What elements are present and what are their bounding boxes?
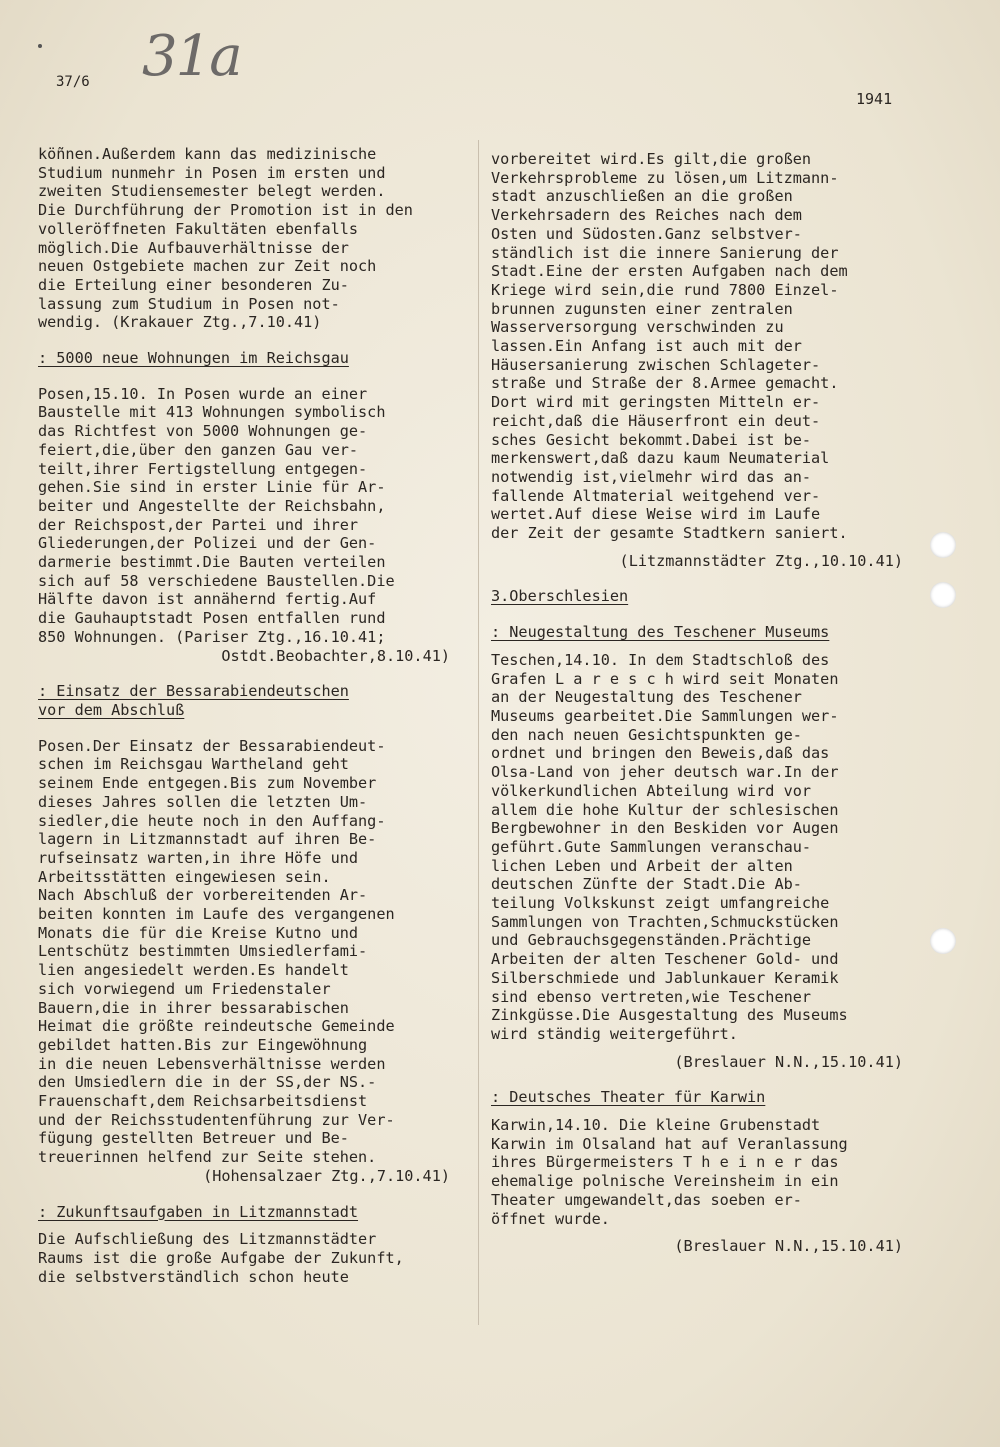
section-title: 3.Oberschlesien bbox=[491, 587, 629, 606]
article-theater-body bbox=[491, 1116, 903, 1256]
text-line: Posen.Der Einsatz der Bessarabiendeut- bbox=[38, 736, 386, 755]
text-line: möglich.Die Aufbauverhältnisse der bbox=[38, 238, 349, 257]
text-line: lassen.Ein Anfang ist auch mit der bbox=[491, 337, 802, 356]
text-line: die Erteilung einer besonderen Zu- bbox=[38, 275, 349, 294]
source-citation: (Litzmannstädter Ztg.,10.10.41) bbox=[619, 551, 903, 570]
text-line: Hälfte davon ist annähernd fertig.Auf bbox=[38, 590, 377, 609]
text-line: wird ständig weitergeführt. bbox=[491, 1024, 738, 1043]
text-line: ihres Bürgermeisters T h e i n e r das bbox=[491, 1153, 839, 1172]
text-line: Monats die für die Kreise Kutno und bbox=[38, 923, 359, 942]
text-line: Kriege wird sein,die rund 7800 Einzel- bbox=[491, 280, 839, 299]
source-citation: Ostdt.Beobachter,8.10.41) bbox=[221, 646, 450, 665]
text-line: fügung gestellten Betreuer und Be- bbox=[38, 1129, 349, 1148]
text-line: Raums ist die große Aufgabe der Zukunft, bbox=[38, 1248, 404, 1267]
text-line: merkenswert,daß dazu kaum Neumaterial bbox=[491, 449, 830, 468]
text-line: schen im Reichsgau Wartheland geht bbox=[38, 755, 349, 774]
text-line: ständlich ist die innere Sanierung der bbox=[491, 243, 839, 262]
left-column bbox=[38, 145, 450, 1286]
text-line: Silberschmiede und Jablunkauer Keramik bbox=[491, 968, 839, 987]
text-line: köñnen.Außerdem kann das medizinische bbox=[38, 145, 377, 163]
article-heading-museum: : Neugestaltung des Teschener Museums bbox=[491, 623, 830, 642]
text-line: die Gauhauptstadt Posen entfallen rund bbox=[38, 609, 386, 628]
text-line: Arbeitsstätten eingewiesen sein. bbox=[38, 867, 331, 886]
text-line: Baustelle mit 413 Wohnungen symbolisch bbox=[38, 403, 386, 422]
text-line: der Zeit der gesamte Stadtkern saniert. bbox=[491, 524, 848, 543]
text-line: geführt.Gute Sammlungen veranschau- bbox=[491, 837, 812, 856]
text-line: ehemalige polnische Vereinsheim in ein bbox=[491, 1172, 839, 1191]
text-line: Grafen L a r e s c h wird seit Monaten bbox=[491, 669, 839, 688]
text-line: sind ebenso vertreten,wie Teschener bbox=[491, 987, 812, 1006]
article-wohnungen-body bbox=[38, 385, 450, 666]
text-line: beiter und Angestellte der Reichsbahn, bbox=[38, 496, 386, 515]
right-intro-block bbox=[491, 150, 903, 570]
text-line: darmerie bestimmt.Die Bauten verteilen bbox=[38, 553, 386, 572]
text-line: Bauern,die in ihrer bessarabischen bbox=[38, 998, 349, 1017]
text-line: Karwin im Olsaland hat auf Veranlassung bbox=[491, 1134, 848, 1153]
text-line: lagern in Litzmannstadt auf ihren Be- bbox=[38, 830, 377, 849]
text-line: Lentschütz bestimmten Umsiedlerfami- bbox=[38, 942, 368, 961]
source-citation: (Breslauer N.N.,15.10.41) bbox=[674, 1237, 903, 1256]
text-line: Die Aufschließung des Litzmannstädter bbox=[38, 1230, 377, 1249]
text-line: gehen.Sie sind in erster Linie für Ar- bbox=[38, 478, 386, 497]
text-line: und der Reichsstudentenführung zur Ver- bbox=[38, 1110, 395, 1129]
article-heading-wohnungen: : 5000 neue Wohnungen im Reichsgau bbox=[38, 349, 349, 368]
text-line: ordnet und bringen den Beweis,daß das bbox=[491, 744, 830, 763]
text-line: sich vorwiegend um Friedenstaler bbox=[38, 979, 331, 998]
text-line: Frauenschaft,dem Reichsarbeitsdienst bbox=[38, 1092, 368, 1111]
left-intro-block bbox=[38, 145, 450, 332]
text-line: Zinkgüsse.Die Ausgestaltung des Museums bbox=[491, 1006, 848, 1025]
text-line: wertet.Auf diese Weise wird im Laufe bbox=[491, 505, 821, 524]
text-line: beiten konnten im Laufe des vergangenen bbox=[38, 905, 395, 924]
text-line: das Richtfest von 5000 Wohnungen ge- bbox=[38, 422, 368, 441]
text-line: an der Neugestaltung des Teschener bbox=[491, 688, 802, 707]
text-line: Heimat die größte reindeutsche Gemeinde bbox=[38, 1017, 395, 1036]
handwritten-annotation: 31a bbox=[142, 24, 241, 89]
text-line: Stadt.Eine der ersten Aufgaben nach dem bbox=[491, 262, 848, 281]
text-line: teilung Volkskunst zeigt umfangreiche bbox=[491, 894, 830, 913]
text-line: volleröffneten Fakultäten ebenfalls bbox=[38, 219, 359, 238]
text-line: Verkehrsprobleme zu lösen,um Litzmann- bbox=[491, 168, 839, 187]
text-line: in die neuen Lebensverhältnisse werden bbox=[38, 1054, 386, 1073]
text-line: Olsa-Land von jeher deutsch war.In der bbox=[491, 763, 839, 782]
text-line: Sammlungen von Trachten,Schmuckstücken bbox=[491, 912, 839, 931]
article-museum-body bbox=[491, 651, 903, 1071]
text-line: stadt anzuschließen an die großen bbox=[491, 187, 793, 206]
text-line: die selbstverständlich schon heute bbox=[38, 1267, 349, 1286]
text-line: fallende Altmaterial weitgehend ver- bbox=[491, 486, 821, 505]
text-line: Häusersanierung zwischen Schlageter- bbox=[491, 355, 821, 374]
article-heading-bessarabien-2: vor dem Abschluß bbox=[38, 700, 185, 719]
text-line: vorbereitet wird.Es gilt,die großen bbox=[491, 150, 812, 168]
article-heading-theater: : Deutsches Theater für Karwin bbox=[491, 1088, 766, 1107]
text-line: Teschen,14.10. In dem Stadtschloß des bbox=[491, 650, 830, 669]
text-line: und Gebrauchsgegenständen.Prächtige bbox=[491, 931, 812, 950]
source-citation: (Breslauer N.N.,15.10.41) bbox=[674, 1052, 903, 1071]
text-line: Gliederungen,der Polizei und der Gen- bbox=[38, 534, 377, 553]
text-line: der Reichspost,der Partei und ihrer bbox=[38, 515, 359, 534]
text-line: zweiten Studiensemester belegt werden. bbox=[38, 182, 386, 201]
text-line: Arbeiten der alten Teschener Gold- und bbox=[491, 950, 839, 969]
text-line: völkerkundlichen Abteilung wird vor bbox=[491, 781, 812, 800]
text-line: brunnen zugunsten einer zentralen bbox=[491, 299, 793, 318]
column-divider bbox=[478, 140, 479, 1325]
text-line: Posen,15.10. In Posen wurde an einer bbox=[38, 384, 368, 403]
text-line: allem die hohe Kultur der schlesischen bbox=[491, 800, 839, 819]
ink-dot bbox=[38, 44, 42, 48]
article-heading-zukunft: : Zukunftsaufgaben in Litzmannstadt bbox=[38, 1202, 359, 1221]
text-line: neuen Ostgebiete machen zur Zeit noch bbox=[38, 257, 377, 276]
text-line: wendig. (Krakauer Ztg.,7.10.41) bbox=[38, 313, 322, 332]
text-line: rufseinsatz warten,in ihre Höfe und bbox=[38, 848, 359, 867]
punch-hole bbox=[930, 532, 956, 558]
text-line: deutschen Zünfte der Stadt.Die Ab- bbox=[491, 875, 802, 894]
text-line: lassung zum Studium in Posen not- bbox=[38, 294, 340, 313]
text-line: den nach neuen Gesichtspunkten ge- bbox=[491, 725, 802, 744]
text-line: teilt,ihrer Fertigstellung entgegen- bbox=[38, 459, 368, 478]
text-line: den Umsiedlern die in der SS,der NS.- bbox=[38, 1073, 377, 1092]
text-line: gebildet hatten.Bis zur Eingewöhnung bbox=[38, 1035, 368, 1054]
right-column bbox=[491, 150, 903, 1256]
text-line: treuerinnen helfend zur Seite stehen. bbox=[38, 1148, 377, 1167]
text-line: seinem Ende entgegen.Bis zum November bbox=[38, 774, 377, 793]
text-line: Die Durchführung der Promotion ist in den bbox=[38, 201, 413, 220]
text-line: straße und Straße der 8.Armee gemacht. bbox=[491, 374, 839, 393]
text-line: Nach Abschluß der vorbereitenden Ar- bbox=[38, 886, 368, 905]
text-line: lichen Leben und Arbeit der alten bbox=[491, 856, 793, 875]
text-line: öffnet wurde. bbox=[491, 1209, 610, 1228]
text-line: dieses Jahres sollen die letzten Um- bbox=[38, 792, 368, 811]
text-line: Bergbewohner in den Beskiden vor Augen bbox=[491, 819, 839, 838]
text-line: lien angesiedelt werden.Es handelt bbox=[38, 961, 349, 980]
article-zukunft-body bbox=[38, 1230, 450, 1286]
text-line: 850 Wohnungen. (Pariser Ztg.,16.10.41; bbox=[38, 627, 386, 646]
text-line: Dort wird mit geringsten Mitteln er- bbox=[491, 393, 821, 412]
text-line: Theater umgewandelt,das soeben er- bbox=[491, 1190, 802, 1209]
year-label: 1941 bbox=[856, 90, 893, 108]
text-line: siedler,die heute noch in den Auffang- bbox=[38, 811, 386, 830]
text-line: notwendig ist,vielmehr wird das an- bbox=[491, 467, 812, 486]
text-line: Wasserversorgung verschwinden zu bbox=[491, 318, 784, 337]
reference-number: 37/6 bbox=[56, 74, 90, 90]
text-line: Studium nunmehr in Posen im ersten und bbox=[38, 163, 386, 182]
punch-hole bbox=[930, 582, 956, 608]
text-line: Karwin,14.10. Die kleine Grubenstadt bbox=[491, 1116, 821, 1135]
text-line: Verkehrsadern des Reiches nach dem bbox=[491, 206, 802, 225]
article-heading-bessarabien: : Einsatz der Bessarabiendeutschen bbox=[38, 682, 349, 701]
text-line: Museums gearbeitet.Die Sammlungen wer- bbox=[491, 706, 839, 725]
text-line: sich auf 58 verschiedene Baustellen.Die bbox=[38, 571, 395, 590]
punch-hole bbox=[930, 928, 956, 954]
text-line: sches Gesicht bekommt.Dabei ist be- bbox=[491, 430, 812, 449]
article-bessarabien-body bbox=[38, 737, 450, 1186]
text-line: reicht,daß die Häuserfront ein deut- bbox=[491, 411, 821, 430]
text-line: Osten und Südosten.Ganz selbstver- bbox=[491, 224, 802, 243]
text-line: feiert,die,über den ganzen Gau ver- bbox=[38, 440, 359, 459]
source-citation: (Hohensalzaer Ztg.,7.10.41) bbox=[203, 1166, 450, 1185]
